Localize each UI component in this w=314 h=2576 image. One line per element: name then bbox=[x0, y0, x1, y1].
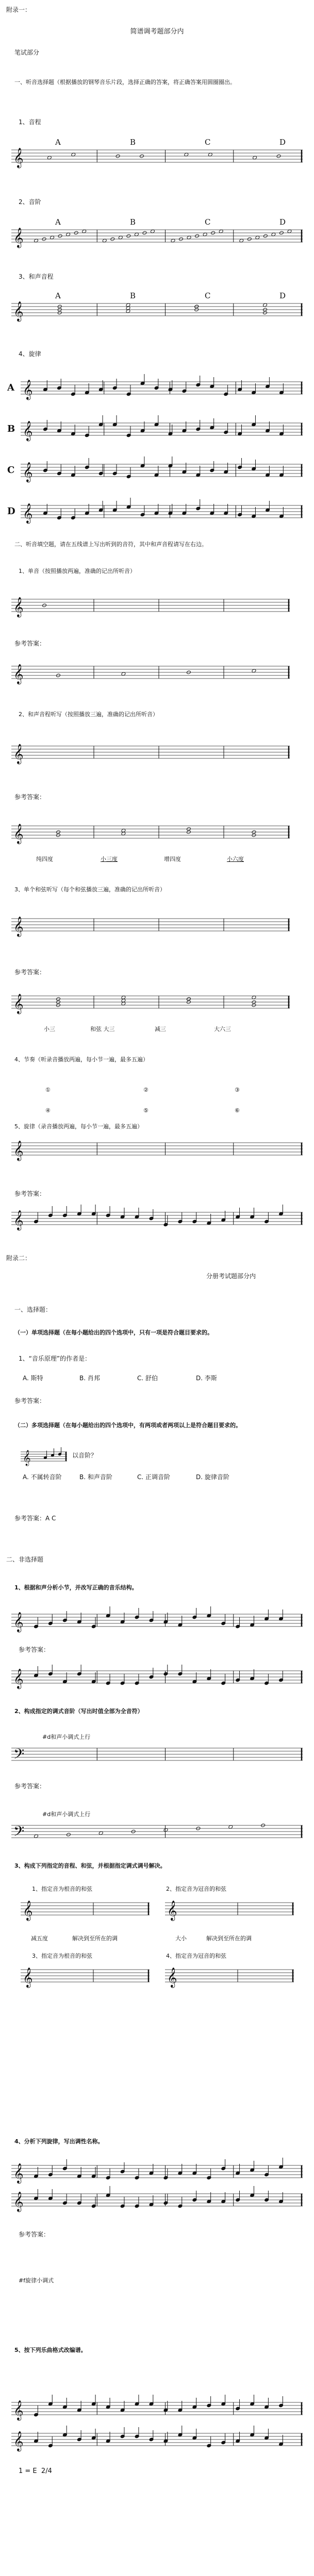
staff-svg bbox=[11, 2431, 303, 2451]
staff-notation bbox=[11, 2431, 303, 2451]
staff-svg bbox=[11, 1140, 303, 1160]
sub-label: 2、指定音为冠音的和弦 bbox=[166, 1886, 226, 1892]
staff-svg bbox=[165, 1900, 294, 1920]
staff-notation bbox=[11, 993, 290, 1013]
treble-clef-icon: 𝄞 bbox=[23, 1450, 31, 1466]
question-text: 2、构成指定的调式音阶（写出时值全部为全音符） bbox=[14, 1708, 143, 1715]
staff-notation bbox=[21, 420, 303, 440]
staff-notation bbox=[11, 597, 290, 617]
choice-c[interactable]: C bbox=[205, 138, 211, 147]
bass-clef-icon: 𝄢 bbox=[13, 1745, 25, 1766]
circle-number: ① bbox=[45, 1087, 51, 1093]
chord-answer: 减三 bbox=[155, 1026, 166, 1032]
part2-q5: 5、旋律（录音播放两遍，每小节一遍，最多五遍） bbox=[14, 1123, 143, 1130]
answer-label: 参考答案： bbox=[14, 793, 46, 801]
key-signature: 1 = E 2/4 bbox=[19, 2467, 52, 2475]
treble-clef-icon: 𝄞 bbox=[23, 1967, 33, 1987]
staff-svg bbox=[21, 462, 303, 482]
staff-notation bbox=[11, 743, 290, 764]
part2-q1: 1、单音（按照播放两遍，准确的记出所听音） bbox=[19, 568, 136, 574]
treble-clef-icon: 𝄞 bbox=[23, 503, 33, 523]
option-b-label[interactable]: B bbox=[7, 423, 15, 434]
option-d-label[interactable]: D bbox=[7, 506, 15, 517]
treble-clef-icon: 𝄞 bbox=[13, 823, 24, 843]
staff-notation bbox=[21, 1967, 150, 1987]
part2-q3: 3、单个和弦听写（每个和弦播放三遍，准确的记出所听音） bbox=[14, 886, 166, 893]
staff-svg bbox=[11, 993, 290, 1013]
option[interactable]: A. 斯特 bbox=[23, 1375, 43, 1382]
option[interactable]: D. 旋律音阶 bbox=[196, 1473, 229, 1481]
treble-clef-icon: 𝄞 bbox=[13, 2163, 24, 2183]
answer-label: 参考答案： bbox=[14, 1783, 46, 1790]
circle-number: ③ bbox=[235, 1087, 240, 1093]
treble-clef-icon: 𝄞 bbox=[13, 597, 24, 617]
treble-clef-icon: 𝄞 bbox=[13, 1210, 24, 1230]
staff-svg bbox=[21, 1450, 67, 1466]
answer-label: 参考答案： bbox=[14, 969, 46, 976]
treble-clef-icon: 𝄞 bbox=[13, 227, 24, 247]
choice-b[interactable]: B bbox=[130, 217, 136, 227]
option[interactable]: D. 李斯 bbox=[196, 1375, 217, 1382]
item-label: 1、音程 bbox=[19, 118, 41, 126]
interval-answer: 小三度 bbox=[101, 856, 118, 862]
staff-notation bbox=[11, 227, 303, 247]
appendix-label: 附录二： bbox=[6, 1255, 31, 1262]
staff-notation bbox=[11, 1140, 303, 1160]
choice-d[interactable]: D bbox=[279, 217, 286, 227]
staff-notation bbox=[11, 301, 303, 321]
section-label: 笔试部分 bbox=[14, 49, 40, 56]
question-note: 以音阶？ bbox=[72, 1452, 97, 1459]
staff-notation bbox=[165, 1967, 294, 1987]
staff-svg bbox=[11, 916, 290, 936]
option[interactable]: C. 正调音阶 bbox=[137, 1473, 171, 1481]
choice-a[interactable]: A bbox=[55, 291, 61, 300]
staff-svg bbox=[11, 1612, 303, 1632]
sub-label: 大小 bbox=[175, 1935, 187, 1942]
staff-notation bbox=[11, 1823, 303, 1843]
treble-clef-icon: 𝄞 bbox=[23, 1900, 33, 1920]
circle-number: ④ bbox=[45, 1107, 51, 1114]
appendix-title: 分册考试题部分内 bbox=[206, 1273, 256, 1280]
treble-clef-icon: 𝄞 bbox=[23, 379, 33, 399]
treble-clef-icon: 𝄞 bbox=[167, 1967, 177, 1987]
staff-svg bbox=[21, 503, 303, 523]
staff-svg bbox=[11, 597, 290, 617]
chord-answer: 大六三 bbox=[214, 1026, 231, 1032]
staff-svg bbox=[11, 2191, 303, 2211]
option[interactable]: C. 舒伯 bbox=[137, 1375, 158, 1382]
staff-svg bbox=[21, 420, 303, 440]
question-text: 1、“音乐原理”的作者是： bbox=[19, 1355, 91, 1362]
choice-d[interactable]: D bbox=[279, 138, 286, 147]
answer-label: 参考答案： bbox=[14, 640, 46, 647]
option[interactable]: A. 不属转音阶 bbox=[23, 1473, 62, 1481]
part1-question: 一、听音选择题（根据播放的钢琴音乐片段，选择正确的答案，将正确答案用圆圈圈出。 bbox=[14, 79, 236, 86]
staff-notation bbox=[11, 1210, 303, 1230]
interval-answer: 纯四度 bbox=[36, 856, 53, 862]
option[interactable]: B. 和声音阶 bbox=[79, 1473, 112, 1481]
answer-text: 参考答案：A C bbox=[14, 1515, 56, 1522]
choice-d[interactable]: D bbox=[279, 291, 286, 300]
chord-answer: 和弦 大三 bbox=[90, 1026, 115, 1032]
staff-svg bbox=[11, 147, 303, 167]
circle-number: ② bbox=[143, 1087, 148, 1093]
answer-text: #f旋律小调式 bbox=[19, 2277, 54, 2284]
item-label: 2、音阶 bbox=[19, 198, 41, 206]
staff-svg bbox=[165, 1967, 294, 1987]
option-c-label[interactable]: C bbox=[7, 465, 15, 476]
choice-letters bbox=[11, 218, 303, 226]
treble-clef-icon: 𝄞 bbox=[13, 147, 24, 167]
staff-notation bbox=[11, 2400, 303, 2420]
part2-q2: 2、和声音程听写（按照播放三遍，准确的记出所听音） bbox=[19, 711, 158, 718]
staff-notation bbox=[11, 2191, 303, 2211]
option-a-label[interactable]: A bbox=[7, 382, 14, 393]
question-text: 1、根据和声分析小节，并改写正确的音乐结构。 bbox=[14, 1584, 138, 1591]
attachment-label: 附录一： bbox=[6, 6, 31, 13]
staff-svg bbox=[11, 743, 290, 764]
treble-clef-icon: 𝄞 bbox=[13, 1140, 24, 1160]
choice-letters bbox=[11, 138, 303, 146]
staff-svg bbox=[11, 227, 303, 247]
circle-number: ⑥ bbox=[235, 1107, 240, 1114]
page-title: 简谱调考题部分内 bbox=[130, 28, 184, 36]
sub-label: 减五度 bbox=[31, 1935, 48, 1942]
staff-svg bbox=[11, 2163, 303, 2183]
sub-label: 1、指定音为根音的和弦 bbox=[32, 1886, 92, 1892]
treble-clef-icon: 𝄞 bbox=[13, 664, 24, 684]
answer-label: 参考答案： bbox=[19, 2231, 50, 2238]
staff-svg bbox=[11, 664, 290, 684]
answer-label: 参考答案： bbox=[19, 1646, 50, 1653]
staff-svg bbox=[21, 1967, 150, 1987]
option[interactable]: B. 肖邦 bbox=[79, 1375, 100, 1382]
choice-a[interactable]: A bbox=[55, 217, 61, 227]
section-heading: 二、非选择题 bbox=[6, 1556, 44, 1563]
staff-notation bbox=[11, 823, 290, 843]
answer-label: 参考答案： bbox=[14, 1190, 46, 1197]
staff-notation bbox=[21, 379, 303, 399]
staff-svg bbox=[11, 1745, 303, 1766]
staff-svg bbox=[11, 301, 303, 321]
staff-notation bbox=[21, 503, 303, 523]
staff-notation bbox=[11, 147, 303, 167]
staff-notation bbox=[11, 916, 290, 936]
treble-clef-icon: 𝄞 bbox=[13, 1668, 24, 1688]
section-heading: 一、选择题： bbox=[14, 1306, 52, 1313]
sub-label: #d和声小调式上行 bbox=[42, 1811, 91, 1818]
treble-clef-icon: 𝄞 bbox=[13, 2400, 24, 2420]
staff-notation bbox=[11, 2163, 303, 2183]
item-label: 3、和声音程 bbox=[19, 273, 54, 280]
choice-letters bbox=[11, 292, 303, 300]
treble-clef-icon: 𝄞 bbox=[13, 993, 24, 1013]
sub-label: 3、指定音为根音的和弦 bbox=[32, 1953, 92, 1959]
sub-label: 解决到至所在的调 bbox=[72, 1935, 118, 1942]
choice-b[interactable]: B bbox=[130, 138, 136, 147]
sub-label: #d和声小调式上行 bbox=[42, 1734, 91, 1740]
question-text: 5、按下列乐曲格式改编谱。 bbox=[14, 2347, 87, 2353]
staff-notation bbox=[11, 1745, 303, 1766]
staff-svg bbox=[11, 1823, 303, 1843]
interval-answer: 小六度 bbox=[227, 856, 244, 862]
treble-clef-icon: 𝄞 bbox=[13, 1612, 24, 1632]
treble-clef-icon: 𝄞 bbox=[13, 916, 24, 936]
circle-number: ⑤ bbox=[143, 1107, 148, 1114]
question-text: 3、构成下列指定的音程、和弦，并根据指定调式调号解决。 bbox=[14, 1862, 166, 1869]
staff-svg bbox=[11, 1210, 303, 1230]
bass-clef-icon: 𝄢 bbox=[13, 1823, 25, 1843]
staff-notation bbox=[11, 1668, 303, 1688]
staff-svg bbox=[11, 1668, 303, 1688]
choice-c[interactable]: C bbox=[205, 291, 211, 300]
answer-label: 参考答案： bbox=[14, 1397, 46, 1404]
section-desc: （一）单项选择题（在每小题给出的四个选项中，只有一项是符合题目要求的。 bbox=[14, 1329, 213, 1336]
section-desc: （二）多项选择题（在每小题给出的四个选项中，有两项或者两项以上是符合题目要求的。 bbox=[14, 1422, 241, 1429]
chord-answer: 小三 bbox=[44, 1026, 55, 1032]
question-text: 4、分析下列旋律，写出调性名称。 bbox=[14, 2138, 104, 2145]
staff-svg bbox=[21, 1900, 150, 1920]
part2-q4: 4、节奏（听录音播放两遍，每小节一遍，最多五遍） bbox=[14, 1056, 148, 1063]
sub-label: 解决到至所在的调 bbox=[206, 1935, 252, 1942]
treble-clef-icon: 𝄞 bbox=[13, 743, 24, 764]
staff-svg bbox=[11, 823, 290, 843]
staff-notation bbox=[11, 664, 290, 684]
choice-a[interactable]: A bbox=[55, 138, 61, 147]
staff-snippet bbox=[21, 1450, 67, 1466]
sub-label: 4、指定音为冠音的和弦 bbox=[166, 1953, 226, 1959]
treble-clef-icon: 𝄞 bbox=[13, 2431, 24, 2451]
staff-notation bbox=[11, 1612, 303, 1632]
staff-notation bbox=[21, 462, 303, 482]
choice-b[interactable]: B bbox=[130, 291, 136, 300]
treble-clef-icon: 𝄞 bbox=[13, 2191, 24, 2211]
treble-clef-icon: 𝄞 bbox=[23, 420, 33, 440]
staff-notation bbox=[165, 1900, 294, 1920]
item-label: 4、旋律 bbox=[19, 350, 41, 358]
interval-answer: 增四度 bbox=[164, 856, 181, 862]
treble-clef-icon: 𝄞 bbox=[23, 462, 33, 482]
treble-clef-icon: 𝄞 bbox=[13, 301, 24, 321]
staff-svg bbox=[21, 379, 303, 399]
staff-svg bbox=[11, 2400, 303, 2420]
staff-notation bbox=[21, 1900, 150, 1920]
choice-c[interactable]: C bbox=[205, 217, 211, 227]
treble-clef-icon: 𝄞 bbox=[167, 1900, 177, 1920]
part2-question: 二、听音填空题，请在五线谱上写出听到的音符，其中和声音程请写在右边。 bbox=[14, 541, 207, 548]
